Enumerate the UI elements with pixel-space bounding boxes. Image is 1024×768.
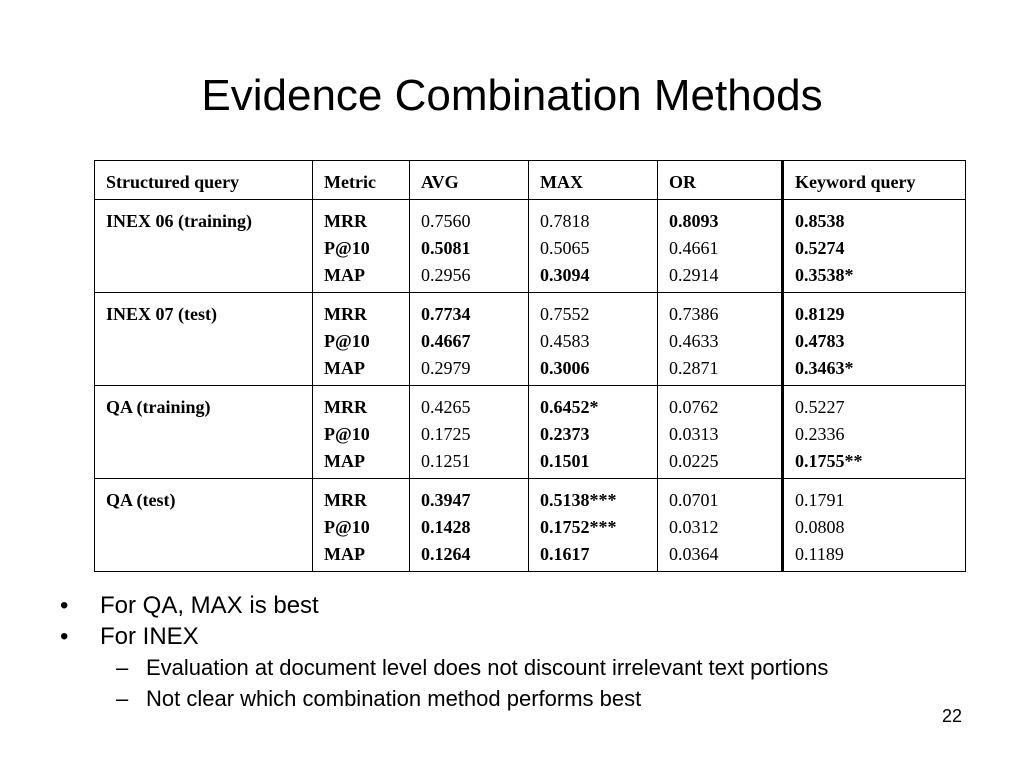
value: 0.7734 bbox=[421, 304, 471, 324]
max-cell bbox=[529, 293, 658, 386]
sub-bullet-item bbox=[60, 683, 1000, 714]
value: 0.8093 bbox=[669, 211, 719, 231]
metric-cell bbox=[313, 386, 410, 479]
keyword-cell bbox=[783, 386, 966, 479]
table-row bbox=[95, 200, 966, 293]
avg-cell bbox=[410, 293, 529, 386]
value: 0.2373 bbox=[540, 424, 590, 444]
metric-label: MAP bbox=[324, 544, 365, 564]
value: 0.2871 bbox=[669, 358, 719, 378]
value: 0.0313 bbox=[669, 424, 719, 444]
sub-bullet-item bbox=[60, 652, 1000, 683]
keyword-cell bbox=[783, 479, 966, 572]
header-keyword-query: Keyword query bbox=[783, 161, 966, 200]
value: 0.3947 bbox=[421, 490, 471, 510]
value: 0.1791 bbox=[795, 490, 845, 510]
row-label: INEX 06 (training) bbox=[95, 200, 313, 293]
avg-cell bbox=[410, 479, 529, 572]
sub-bullet-text: Not clear which combination method performs best bbox=[146, 686, 642, 711]
metric-label: MRR bbox=[324, 397, 367, 417]
value: 0.4583 bbox=[540, 331, 590, 351]
row-label: QA (training) bbox=[95, 386, 313, 479]
table-row bbox=[95, 293, 966, 386]
bullet-item bbox=[60, 590, 1000, 621]
value: 0.2956 bbox=[421, 265, 471, 285]
or-cell bbox=[658, 293, 783, 386]
or-cell bbox=[658, 200, 783, 293]
max-cell bbox=[529, 386, 658, 479]
metric-label: MAP bbox=[324, 265, 365, 285]
row-label: QA (test) bbox=[95, 479, 313, 572]
value: 0.0701 bbox=[669, 490, 719, 510]
value: 0.0312 bbox=[669, 517, 719, 537]
header-metric: Metric bbox=[313, 161, 410, 200]
metric-label: MRR bbox=[324, 304, 367, 324]
value: 0.1264 bbox=[421, 544, 471, 564]
bullet-marker: • bbox=[60, 623, 69, 650]
row-label: INEX 07 (test) bbox=[95, 293, 313, 386]
value: 0.1501 bbox=[540, 451, 590, 471]
value: 0.7560 bbox=[421, 211, 471, 231]
value: 0.1755** bbox=[795, 451, 863, 471]
value: 0.8538 bbox=[795, 211, 845, 231]
value: 0.1189 bbox=[795, 544, 844, 564]
value: 0.2979 bbox=[421, 358, 471, 378]
table-row bbox=[95, 386, 966, 479]
value: 0.4661 bbox=[669, 238, 719, 258]
value: 0.2914 bbox=[669, 265, 719, 285]
value: 0.0225 bbox=[669, 451, 719, 471]
or-cell bbox=[658, 386, 783, 479]
metric-cell bbox=[313, 200, 410, 293]
metric-cell bbox=[313, 479, 410, 572]
value: 0.0808 bbox=[795, 517, 845, 537]
metric-label: P@10 bbox=[324, 424, 370, 444]
value: 0.3538* bbox=[795, 265, 854, 285]
header-or: OR bbox=[658, 161, 783, 200]
max-cell bbox=[529, 200, 658, 293]
metric-cell bbox=[313, 293, 410, 386]
value: 0.0762 bbox=[669, 397, 719, 417]
value: 0.3463* bbox=[795, 358, 854, 378]
header-structured-query: Structured query bbox=[95, 161, 313, 200]
value: 0.7386 bbox=[669, 304, 719, 324]
value: 0.4633 bbox=[669, 331, 719, 351]
or-cell bbox=[658, 479, 783, 572]
keyword-cell bbox=[783, 200, 966, 293]
page-number: 22 bbox=[941, 706, 962, 726]
value: 0.4783 bbox=[795, 331, 845, 351]
sub-bullet-marker: – bbox=[116, 655, 129, 680]
sub-bullet-text: Evaluation at document level does not discount irrelevant text portions bbox=[146, 655, 829, 680]
results-table bbox=[94, 160, 966, 572]
value: 0.5138*** bbox=[540, 490, 617, 510]
value: 0.1752*** bbox=[540, 517, 617, 537]
avg-cell bbox=[410, 386, 529, 479]
value: 0.5274 bbox=[795, 238, 845, 258]
value: 0.1428 bbox=[421, 517, 471, 537]
table-row bbox=[95, 479, 966, 572]
metric-label: MAP bbox=[324, 451, 365, 471]
value: 0.6452* bbox=[540, 397, 599, 417]
value: 0.5081 bbox=[421, 238, 471, 258]
value: 0.1617 bbox=[540, 544, 590, 564]
value: 0.2336 bbox=[795, 424, 845, 444]
metric-label: MRR bbox=[324, 490, 367, 510]
value: 0.5065 bbox=[540, 238, 590, 258]
bullet-text: For INEX bbox=[100, 623, 199, 650]
slide-title: Evidence Combination Methods bbox=[201, 71, 823, 120]
value: 0.4265 bbox=[421, 397, 471, 417]
bullet-item bbox=[60, 621, 1000, 652]
value: 0.0364 bbox=[669, 544, 719, 564]
value: 0.7552 bbox=[540, 304, 590, 324]
bullet-marker: • bbox=[60, 592, 69, 619]
header-max: MAX bbox=[529, 161, 658, 200]
metric-label: P@10 bbox=[324, 238, 370, 258]
value: 0.1251 bbox=[421, 451, 471, 471]
sub-bullet-marker: – bbox=[116, 686, 129, 711]
metric-label: P@10 bbox=[324, 331, 370, 351]
bullet-list bbox=[60, 590, 1000, 714]
value: 0.5227 bbox=[795, 397, 845, 417]
bullet-text: For QA, MAX is best bbox=[100, 592, 319, 619]
metric-label: P@10 bbox=[324, 517, 370, 537]
metric-label: MAP bbox=[324, 358, 365, 378]
header-avg: AVG bbox=[410, 161, 529, 200]
value: 0.4667 bbox=[421, 331, 471, 351]
value: 0.1725 bbox=[421, 424, 471, 444]
keyword-cell bbox=[783, 293, 966, 386]
avg-cell bbox=[410, 200, 529, 293]
value: 0.7818 bbox=[540, 211, 590, 231]
max-cell bbox=[529, 479, 658, 572]
value: 0.3006 bbox=[540, 358, 590, 378]
metric-label: MRR bbox=[324, 211, 367, 231]
value: 0.8129 bbox=[795, 304, 845, 324]
table-header-row bbox=[95, 161, 966, 200]
value: 0.3094 bbox=[540, 265, 590, 285]
